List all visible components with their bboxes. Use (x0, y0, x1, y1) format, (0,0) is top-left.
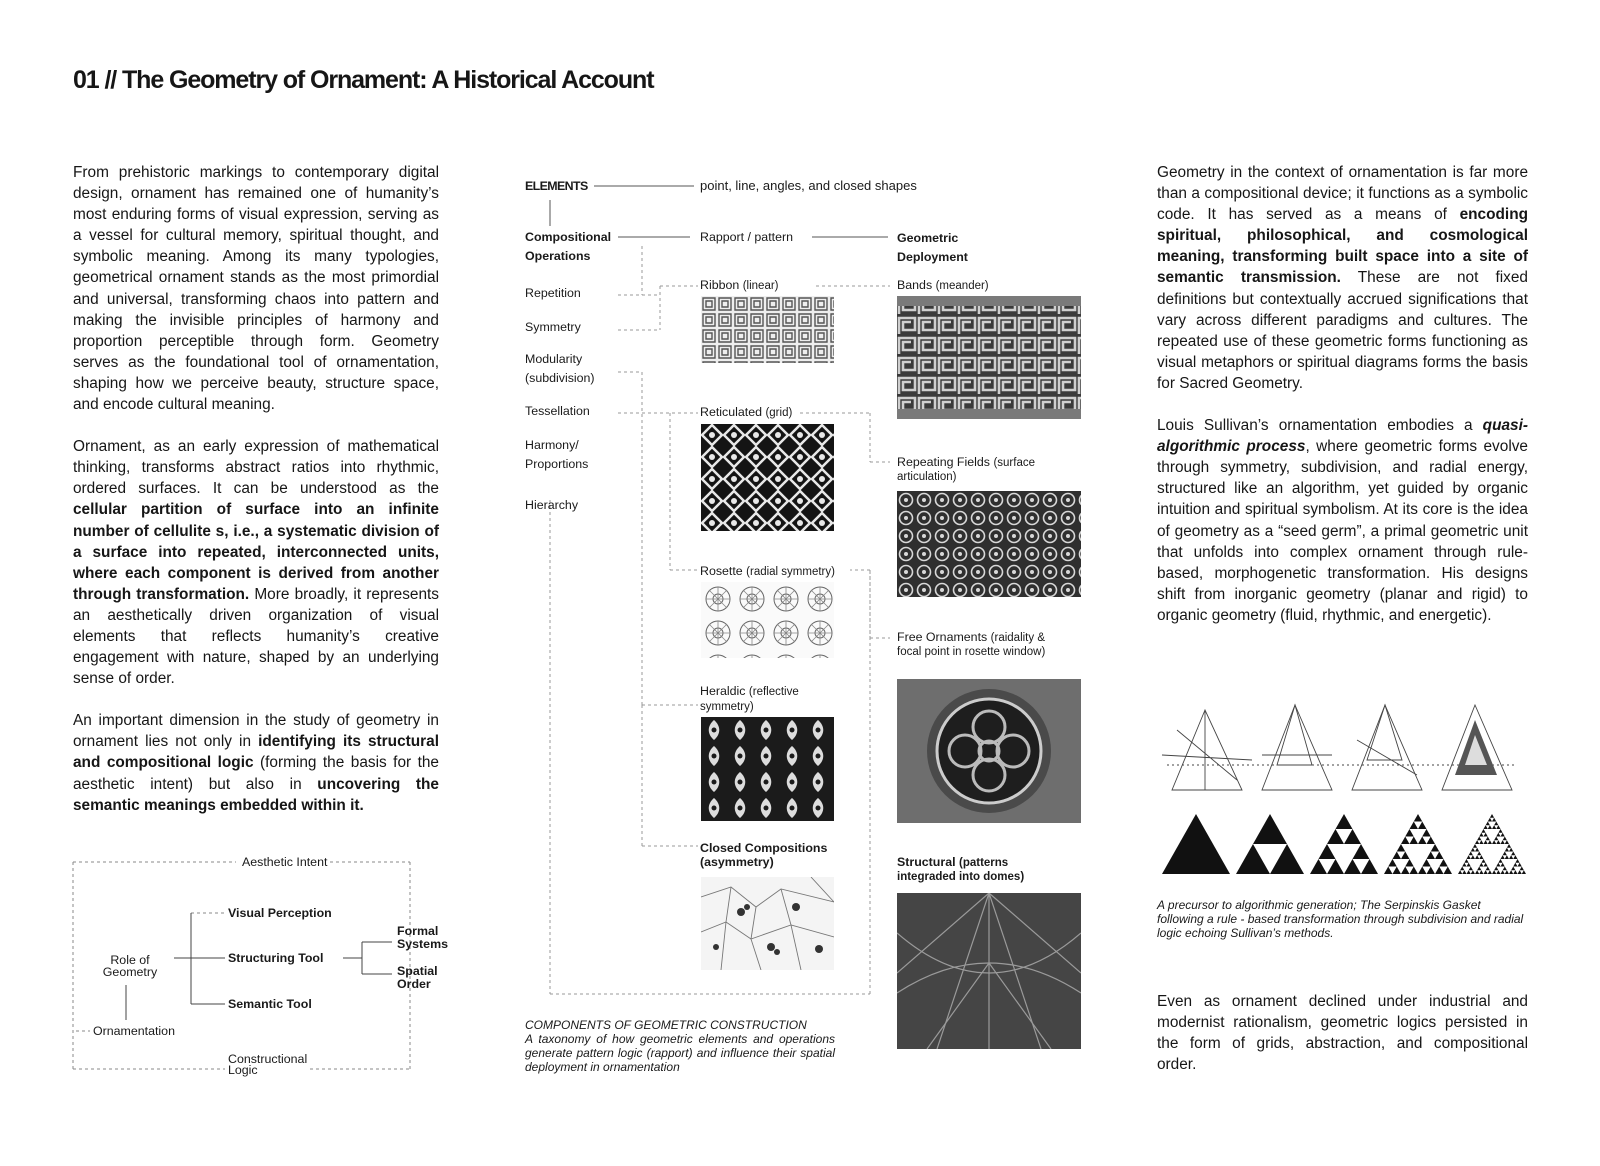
ornamentation-label: Ornamentation (93, 1024, 175, 1038)
semantic-tool-label: Semantic Tool (228, 997, 312, 1011)
pattern-ribbon-label: Ribbon (linear) (700, 278, 779, 292)
rapport-label: Rapport / pattern (700, 230, 793, 244)
taxonomy-caption (525, 1018, 835, 1074)
sierpinski-gasket-image (1162, 812, 1528, 876)
op-repetition: Repetition (525, 286, 581, 300)
left-paragraph-3: An important dimension in the study of geometry in ornament lies not only in identifying its structural and compositional logic (forming the basis for the aesthetic intent) but also in uncovering the semantic meanings embedded within it. (73, 712, 439, 814)
pattern-closed-compositions-label: Closed Compositions (asymmetry) (700, 841, 828, 869)
structural-dome-image (897, 893, 1081, 1049)
aesthetic-intent-label: Aesthetic Intent (242, 855, 328, 869)
right-column (1157, 162, 1528, 647)
reticulated-pattern-image (701, 424, 834, 531)
compositional-operations-label: Compositional Operations (525, 230, 612, 263)
op-modularity: Modularity (subdivision) (525, 352, 595, 385)
deployment-free-ornaments-label: Free Ornaments (raidality & focal point in rosette window) (897, 630, 1046, 658)
rosette-window-image (897, 679, 1081, 823)
op-tessellation: Tessellation (525, 404, 590, 418)
repeating-fields-image (897, 491, 1081, 597)
op-symmetry: Symmetry (525, 320, 581, 334)
constructional-logic-label: Constructional Logic (228, 1052, 308, 1077)
taxonomy-caption-title: COMPONENTS OF GEOMETRIC CONSTRUCTION (525, 1018, 807, 1032)
closed-compositions-image (701, 877, 834, 970)
pattern-rosette-label: Rosette (radial symmetry) (700, 564, 835, 578)
page-title: 01 // The Geometry of Ornament: A Historical Account (73, 66, 654, 94)
taxonomy-caption-body: A taxonomy of how geometric elements and operations generate pattern logic (rapport) and influence their spatial deployment in ornamentation (525, 1032, 835, 1074)
op-hierarchy: Hierarchy (525, 498, 579, 512)
sierpinski-caption: A precursor to algorithmic generation; The Serpinskis Gasket following a rule - based transformation through subdivision and radial logic echoing Sullivan’s methods. (1157, 898, 1524, 940)
role-of-geometry-label: Role of Geometry (102, 953, 158, 979)
formal-systems-label: Formal Systems (397, 924, 448, 951)
deployment-bands-label: Bands (meander) (897, 278, 989, 292)
deployment-structural-label: Structural (patterns integraded into domes) (897, 855, 1025, 883)
left-paragraph-2: Ornament, as an early expression of mathematical thinking, transforms abstract ratios into rhythmic, ordered surfaces. It can be understood as the cellular partition of surface into an infinite number of cellulite s, i.e., a systematic division of a surface into repeated, interconnected units, where each component is derived from another through transformation. More broadly, it represents an aesthetically driven organization of visual elements that reflects humanity’s creative engagement with nature, shaped by an underlying sense of order. (73, 438, 439, 688)
ribbon-pattern-image (701, 296, 834, 363)
elements-label: ELEMENTS (525, 179, 588, 193)
op-harmony-proportions: Harmony/ Proportions (525, 438, 589, 471)
elements-description: point, line, angles, and closed shapes (700, 178, 917, 193)
visual-perception-label: Visual Perception (228, 906, 332, 920)
deployment-repeating-fields-label: Repeating Fields (surface articulation) (897, 455, 1035, 483)
left-paragraph-1: From prehistoric markings to contemporary digital design, ornament has remained one of humanity’s most enduring forms of visual expression, serving as a vessel for cultural memory, spiritual thought, and symbolic meaning. Among its many typologies, geometrical ornament stands as the most primordial and universal, transforming chaos into pattern and making the invisible principles of harmony and proportion perceptible through form. Geometry serves as the foundational tool of ornamentation, shaping how we perceive beauty, structure space, and encode cultural meaning. (73, 164, 439, 414)
right-paragraph-1: Geometry in the context of ornamentation is far more than a compositional device; it functions as a symbolic code. It has served as a means of encoding spiritual, philosophical, and cosmological meaning, transforming built space into a site of semantic transmission. These are not fixed definitions but contextually accrued significations that vary across different paradigms and cultures. The repeated use of these geometric forms functioning as visual metaphors or spiritual diagrams forms the basis for Sacred Geometry. (1157, 164, 1528, 392)
rosette-pattern-image (701, 582, 834, 658)
bands-meander-image (897, 296, 1081, 419)
heraldic-pattern-image (701, 717, 834, 821)
right-paragraph-2: Louis Sullivan’s ornamentation embodies a quasi-algorithmic process, where geometric forms evolve through symmetry, subdivision, and radial energy, structured like an algorithm, yet guided by organic intuition and spiritual symbolism. At its core is the idea of geometry as a “seed germ”, a primal geometric unit that unfolds into complex ornament through rule-based, morphogenetic transformation. His designs shift from inorganic geometry (planar and rigid) to organic geometry (fluid, rhythmic, and energetic). (1157, 417, 1528, 624)
sullivan-sketch-image (1157, 700, 1528, 800)
pattern-heraldic-label: Heraldic (reflective symmetry) (700, 684, 799, 713)
spatial-order-label: Spatial Order (397, 964, 438, 991)
right-paragraph-3: Even as ornament declined under industrial and modernist rationalism, geometric logics persisted in the form of grids, abstraction, and compositional order. (1157, 993, 1528, 1074)
pattern-reticulated-label: Reticulated (grid) (700, 405, 793, 419)
geometric-deployment-label: Geometric Deployment (897, 231, 968, 264)
structuring-tool-label: Structuring Tool (228, 951, 324, 965)
